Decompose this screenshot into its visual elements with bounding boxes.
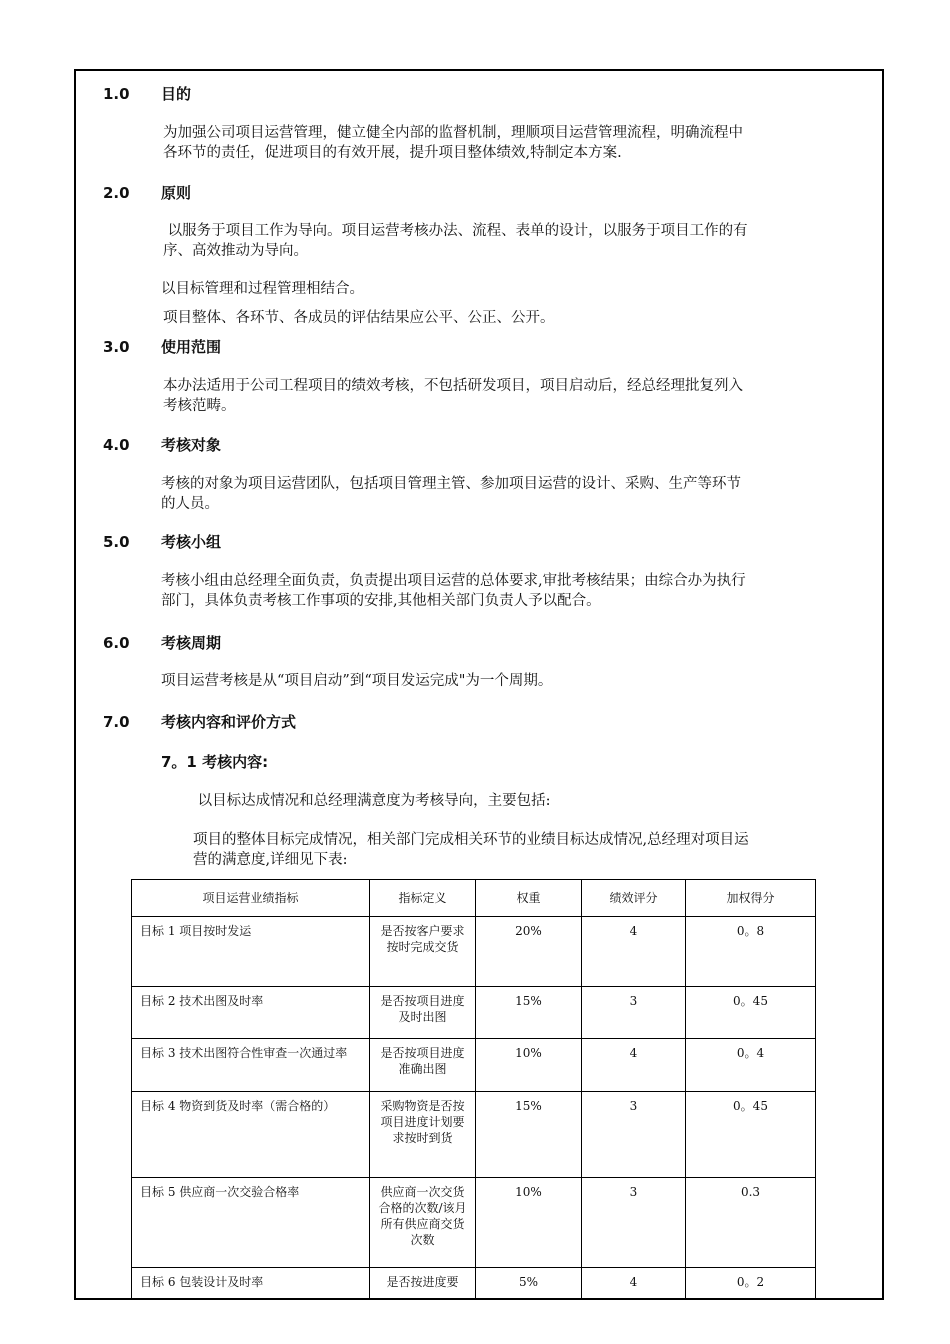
- cell-weighted-score: 0。2: [686, 1268, 816, 1301]
- paragraph: [163, 123, 743, 163]
- cell-definition: 是否按客户要求按时完成交货: [370, 917, 476, 987]
- section-title: 考核周期: [161, 634, 222, 652]
- cell-score: 4: [582, 1268, 686, 1301]
- paragraph: [161, 474, 741, 514]
- cell-definition: 是否按项目进度及时出图: [370, 987, 476, 1039]
- cell-weight: 20%: [476, 917, 582, 987]
- section-title: 目的: [161, 85, 192, 103]
- section-number: 5.0: [103, 533, 130, 551]
- section-heading: [103, 83, 191, 104]
- section-heading: [103, 182, 191, 203]
- cell-weighted-score: 0。4: [686, 1039, 816, 1092]
- section-number: 4.0: [103, 436, 130, 454]
- paragraph: 项目整体、各环节、各成员的评估结果应公平、公正、公开。: [163, 310, 555, 326]
- text-line: 为加强公司项目运营管理，健立健全内部的监督机制，理顺项目运营管理流程，明确流程中: [163, 125, 743, 141]
- section-number: 6.0: [103, 634, 130, 652]
- text-line: 部门，具体负责考核工作事项的安排,其他相关部门负责人予以配合。: [161, 593, 601, 609]
- text-line: 序、高效推动为导向。: [163, 243, 308, 259]
- section-number: 1.0: [103, 85, 130, 103]
- section-number: 2.0: [103, 184, 130, 202]
- cell-indicator: 目标 4 物资到货及时率（需合格的）: [132, 1092, 370, 1178]
- paragraph: 项目运营考核是从“项目启动”到“项目发运完成"为一个周期。: [161, 673, 553, 689]
- table-row: [132, 917, 816, 987]
- table-row: [132, 1039, 816, 1092]
- paragraph: [161, 571, 746, 611]
- cell-weight: 15%: [476, 1092, 582, 1178]
- text-line: 营的满意度,详细见下表:: [193, 852, 348, 868]
- cell-definition: 供应商一次交货合格的次数/该月所有供应商交货次数: [370, 1178, 476, 1268]
- cell-definition: 采购物资是否按项目进度计划要求按时到货: [370, 1092, 476, 1178]
- cell-indicator: 目标 3 技术出图符合性审查一次通过率: [132, 1039, 370, 1092]
- paragraph: [193, 830, 749, 870]
- cell-score: 4: [582, 917, 686, 987]
- section-title: 考核对象: [161, 436, 222, 454]
- page-margin: [74, 1300, 950, 1344]
- cell-indicator: 目标 5 供应商一次交验合格率: [132, 1178, 370, 1268]
- text-line: 以服务于项目工作为导向。项目运营考核办法、流程、表单的设计，以服务于项目工作的有: [163, 223, 748, 239]
- cell-weight: 10%: [476, 1039, 582, 1092]
- cell-indicator: 目标 6 包装设计及时率: [132, 1268, 370, 1301]
- cell-weighted-score: 0.3: [686, 1178, 816, 1268]
- table-row: [132, 1268, 816, 1301]
- paragraph: [163, 221, 748, 261]
- paragraph: 以目标管理和过程管理相结合。: [161, 281, 364, 297]
- section-title: 原则: [161, 184, 192, 202]
- column-header: 加权得分: [686, 880, 816, 917]
- section-heading: [103, 632, 221, 653]
- paragraph: [163, 376, 743, 416]
- section-heading: [103, 434, 221, 455]
- cell-definition: 是否按项目进度准确出图: [370, 1039, 476, 1092]
- table-row: [132, 1092, 816, 1178]
- section-title: 考核内容和评价方式: [161, 713, 297, 731]
- text-line: 考核小组由总经理全面负责，负责提出项目运营的总体要求,审批考核结果；由综合办为执行: [161, 573, 746, 589]
- cell-definition: 是否按进度要: [370, 1268, 476, 1301]
- table-row: [132, 1178, 816, 1268]
- cell-score: 3: [582, 1178, 686, 1268]
- text-line: 的人员。: [161, 496, 219, 512]
- table-header-row: [132, 880, 816, 917]
- cell-weight: 10%: [476, 1178, 582, 1268]
- cell-score: 3: [582, 1092, 686, 1178]
- section-title: 使用范围: [161, 338, 222, 356]
- column-header: 权重: [476, 880, 582, 917]
- column-header: 指标定义: [370, 880, 476, 917]
- cell-weight: 15%: [476, 987, 582, 1039]
- text-line: 项目的整体目标完成情况，相关部门完成相关环节的业绩目标达成情况,总经理对项目运: [193, 832, 749, 848]
- cell-indicator: 目标 1 项目按时发运: [132, 917, 370, 987]
- column-header: 绩效评分: [582, 880, 686, 917]
- cell-indicator: 目标 2 技术出图及时率: [132, 987, 370, 1039]
- cell-weighted-score: 0。45: [686, 1092, 816, 1178]
- section-number: 3.0: [103, 338, 130, 356]
- section-heading: [103, 711, 296, 732]
- text-line: 各环节的责任，促进项目的有效开展，提升项目整体绩效,特制定本方案.: [163, 145, 622, 161]
- text-line: 考核的对象为项目运营团队，包括项目管理主管、参加项目运营的设计、采购、生产等环节: [161, 476, 741, 492]
- cell-score: 4: [582, 1039, 686, 1092]
- section-number: 7.0: [103, 713, 130, 731]
- table-row: [132, 987, 816, 1039]
- cell-weighted-score: 0。45: [686, 987, 816, 1039]
- paragraph: 以目标达成情况和总经理满意度为考核导向，主要包括:: [193, 793, 551, 809]
- cell-weight: 5%: [476, 1268, 582, 1301]
- text-line: 考核范畴。: [163, 398, 236, 414]
- subsection-heading: 7。1 考核内容:: [161, 753, 269, 771]
- performance-table: [131, 879, 816, 1301]
- text-line: 本办法适用于公司工程项目的绩效考核，不包括研发项目，项目启动后，经总经理批复列入: [163, 378, 743, 394]
- section-title: 考核小组: [161, 533, 222, 551]
- section-heading: [103, 336, 221, 357]
- cell-weighted-score: 0。8: [686, 917, 816, 987]
- column-header: 项目运营业绩指标: [132, 880, 370, 917]
- section-heading: [103, 531, 221, 552]
- cell-score: 3: [582, 987, 686, 1039]
